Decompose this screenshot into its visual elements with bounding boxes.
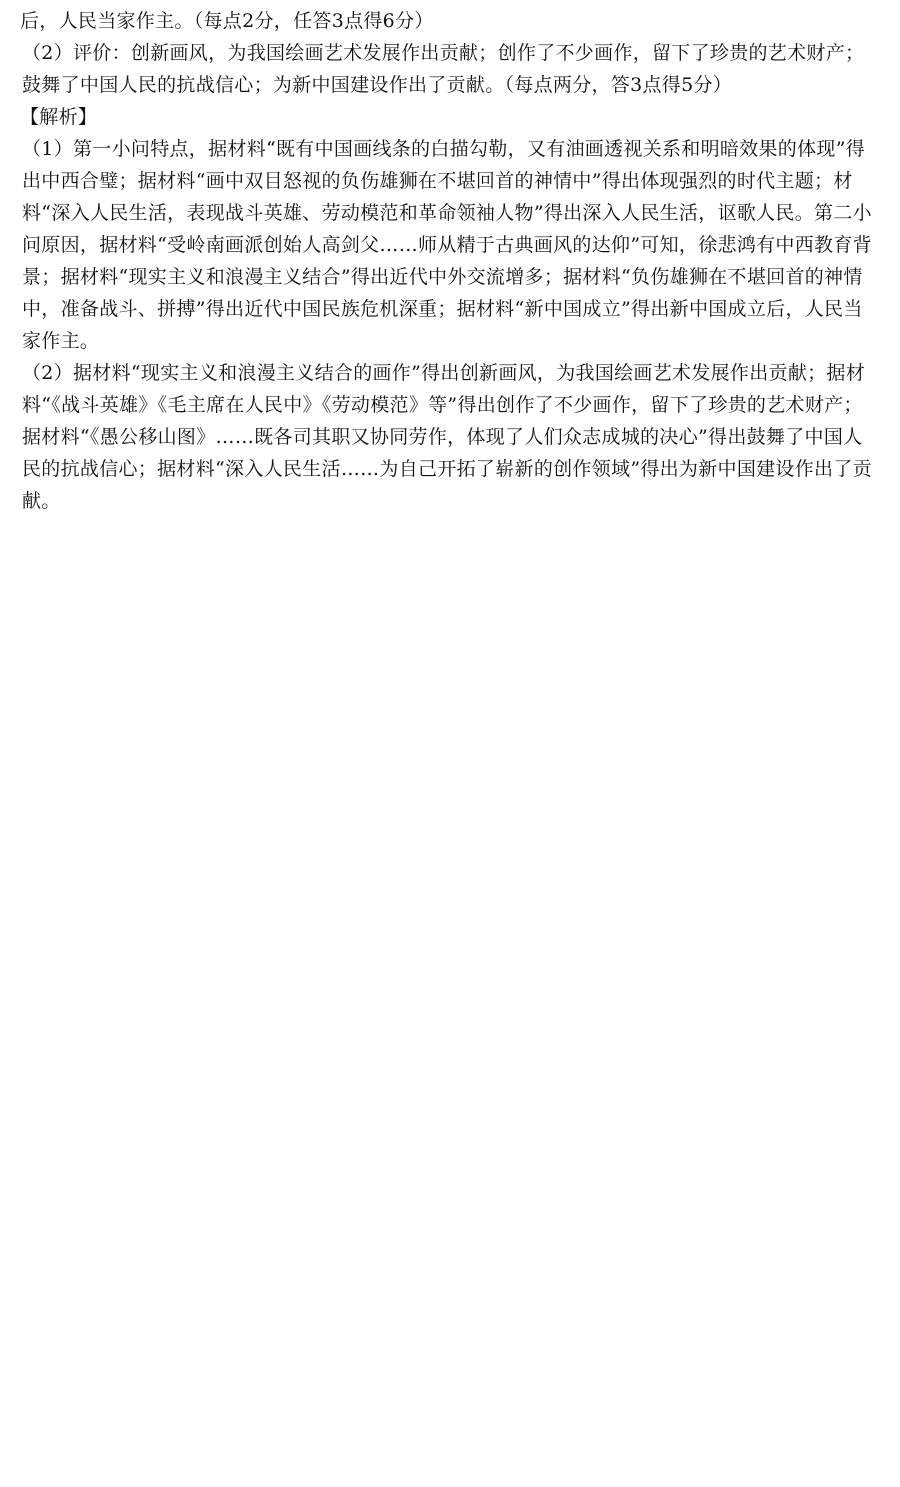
analysis-part1: （1）第一小问特点，据材料“既有中国画线条的白描勾勒，又有油画透视关系和明暗效果的体现”得出中西合璧；据材料“画中双目怒视的负伤雄狮在不堪回首的神情中”得出体现强烈的时代主题；材料“深入人民生活，表现战斗英雄、劳动模范和革命领袖人物”得出深入人民生活，讴歌人民。第二小问原因，据材料“受岭南画派创始人高剑父……师从精于古典画风的达仰”可知，徐悲鸿有中西教育背景；据材料“现实主义和浪漫主义结合”得出近代中外交流增多；据材料“负伤雄狮在不堪回首的神情中，准备战斗、拼搏”得出近代中国民族危机深重；据材料“新中国成立”得出新中国成立后，人民当家作主。 [22,138,872,352]
answer-part1-continuation: 后，人民当家作主。（每点2分，任答3点得6分） [20,10,434,32]
analysis-heading: 【解析】 [20,106,98,128]
answer-part2-evaluation: （2）评价：创新画风，为我国绘画艺术发展作出贡献；创作了不少画作，留下了珍贵的艺术财产；鼓舞了中国人民的抗战信心；为新中国建设作出了贡献。（每点两分，答3点得5分） [22,42,865,96]
analysis-part2: （2）据材料“现实主义和浪漫主义结合的画作”得出创新画风，为我国绘画艺术发展作出贡献；据材料“《战斗英雄》《毛主席在人民中》《劳动模范》等”得出创作了不少画作，留下了珍贵的艺术财产；据材料“《愚公移山图》……既各司其职又协同劳作，体现了人们众志成城的决心”得出鼓舞了中国人民的抗战信心；据材料“深入人民生活……为自己开拓了崭新的创作领域”得出为新中国建设作出了贡献。 [22,362,872,512]
answer-text-block [20,5,880,517]
